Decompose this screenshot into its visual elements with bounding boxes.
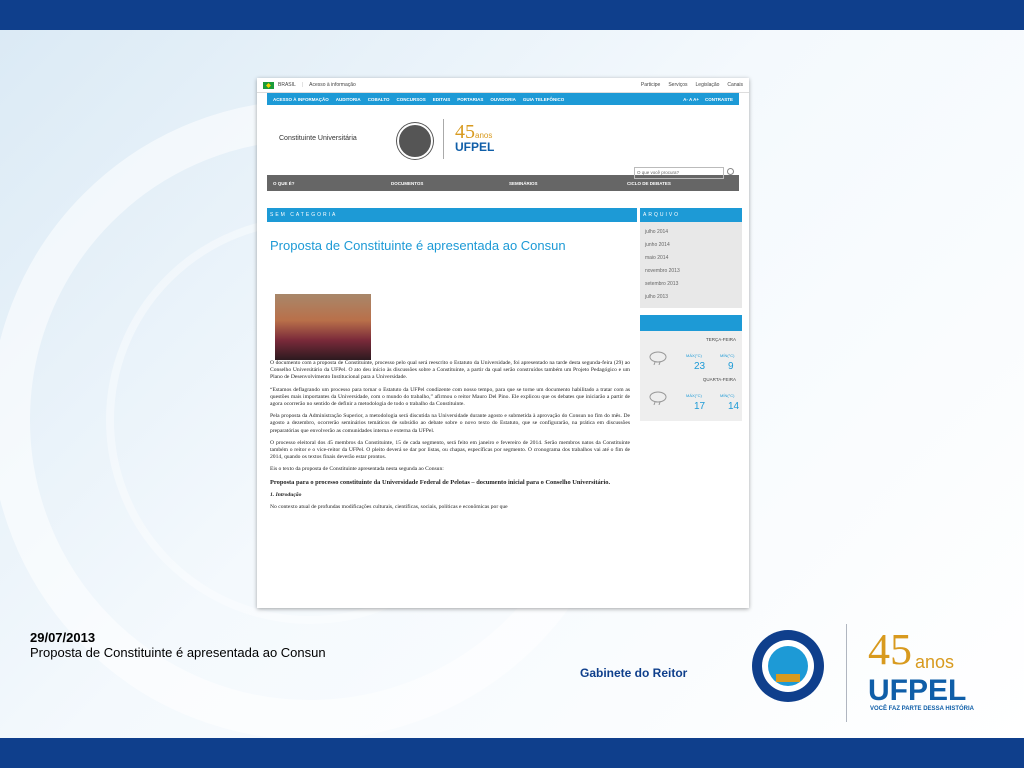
archive-item[interactable]: maio 2014	[645, 255, 669, 261]
access-item[interactable]: COBALTO	[367, 96, 390, 102]
footer-divider	[846, 624, 847, 722]
article-paragraph: O documento com a proposta de Constituinte, processo pelo qual será reescrito o Estatuto da Universidade, foi apresentado na tarde desta segunda-feira (29) ao Conselho Universitário da UFPel. O ato deu início às discussões sobre a Constituinte, a partir da qual serão construídos também um Projeto Pedagógico e um Plano de Desenvolvimento Institucional para a Universidade.	[270, 360, 630, 381]
university-seal-icon	[750, 628, 826, 704]
gov-bar: BRASIL | Acesso à informação Participe Serviços Legislação Canais	[257, 78, 749, 93]
menu-item[interactable]: CICLO DE DEBATES	[627, 180, 671, 186]
gov-canais-link[interactable]: Canais	[727, 82, 743, 88]
contrast-toggle[interactable]: CONTRASTE	[705, 96, 733, 102]
archive-item[interactable]: setembro 2013	[645, 281, 679, 287]
cloud-rain-icon	[648, 351, 668, 365]
min-temp: 9	[728, 361, 734, 372]
access-item[interactable]: ACESSO À INFORMAÇÃO	[273, 96, 329, 102]
menu-item[interactable]: O QUE É?	[273, 180, 295, 186]
access-item[interactable]: GUIA TELEFÔNICO	[522, 96, 565, 102]
max-temp: 17	[694, 401, 706, 412]
gov-brasil-link[interactable]: BRASIL	[278, 82, 296, 88]
search-icon[interactable]	[727, 168, 734, 175]
archive-item[interactable]: junho 2014	[645, 242, 670, 248]
brazil-flag-icon	[263, 82, 274, 89]
weather-widget	[640, 331, 742, 421]
archive-item[interactable]: novembro 2013	[645, 268, 680, 274]
site-name[interactable]: Constituinte Universitária	[279, 135, 357, 142]
max-temp: 23	[694, 361, 706, 372]
article-paragraph: No contexto atual de profundas modificações culturais, científicas, sociais, políticas e econômicas por que	[270, 503, 508, 510]
category-header[interactable]: SEM CATEGORIA	[267, 208, 637, 222]
article-paragraph: Eis o texto da proposta de Constituinte apresentada nesta segunda ao Consun:	[270, 466, 444, 473]
weather-day: TERÇA-FEIRA	[705, 337, 736, 342]
access-bar	[267, 93, 739, 105]
weather-header	[640, 315, 742, 331]
access-item[interactable]: CONCURSOS	[396, 96, 426, 102]
min-label: MÍN(°C)	[720, 353, 735, 358]
max-label: MÁX(°C)	[686, 393, 702, 398]
slide-caption	[30, 630, 326, 660]
cloud-rain-icon	[648, 391, 668, 405]
gov-legislacao-link[interactable]: Legislação	[695, 82, 720, 88]
article-paragraph: “Estamos deflagrando um processo para tornar o Estatuto da UFPel condizente com nosso tempo, para que se torne um documento habilitado a tratar com as questões mais importantes da Universidade, com o mundo do trabalho,” afirmou o reitor Mauro Del Pino. Ele explicou que os debates que iniciarão a partir de agora ocorrerão no sentido de definir a metodologia de todo o trabalho da Constituinte.	[270, 386, 630, 408]
search-input[interactable]: O que você procura?	[634, 167, 724, 179]
ufpel-45-logo: 45anos UFPEL	[455, 121, 495, 154]
website-screenshot	[257, 78, 749, 608]
bottom-band	[0, 738, 1024, 768]
archive-header: ARQUIVO	[640, 208, 742, 222]
access-item[interactable]: AUDITORIA	[335, 96, 361, 102]
caption-date: 29/07/2013	[30, 630, 96, 645]
gov-acesso-link[interactable]: Acesso à informação	[309, 82, 356, 88]
access-item[interactable]: PORTARIAS	[457, 96, 484, 102]
article-title: Proposta de Constituinte é apresentada ao Consun	[270, 238, 566, 253]
article-paragraph: Proposta para o processo constituinte da Universidade Federal de Pelotas – documento inicial para o Conselho Universitário.	[270, 478, 611, 486]
gabinete-label: Gabinete do Reitor	[580, 666, 688, 680]
site-header	[257, 105, 749, 175]
weather-day: QUARTA-FEIRA	[702, 377, 736, 382]
archive-item[interactable]: julho 2014	[645, 229, 669, 235]
min-temp: 14	[728, 401, 740, 412]
ufpel-45-logo: 45 anos UFPEL VOCÊ FAZ PARTE DESSA HISTÓRIA	[868, 625, 975, 712]
article-photo	[275, 294, 371, 360]
access-item[interactable]: EDITAIS	[432, 96, 451, 102]
archive-item[interactable]: julho 2013	[645, 294, 669, 300]
article-subheading: 1. Introdução	[270, 491, 302, 498]
university-seal-icon	[397, 123, 433, 159]
max-label: MÁX(°C)	[686, 353, 702, 358]
caption-text: Proposta de Constituinte é apresentada ao Consun	[30, 645, 326, 660]
header-divider	[443, 119, 444, 159]
menu-item[interactable]: DOCUMENTOS	[391, 180, 424, 186]
font-size-controls[interactable]: A- A A+	[683, 96, 699, 102]
gov-participe-link[interactable]: Participe	[640, 82, 661, 88]
gov-servicos-link[interactable]: Serviços	[668, 82, 688, 88]
top-band	[0, 0, 1024, 30]
article-body	[270, 360, 630, 516]
access-item[interactable]: OUVIDORIA	[490, 96, 516, 102]
archive-list	[640, 222, 742, 308]
article-paragraph: Pela proposta da Administração Superior, a metodologia será discutida na Universidade durante agosto e submetida à aprovação do Consun no fim do mês. De agosto a dezembro, ocorrerão seminários temáticos de subsídio ao debate sobre o novo texto do Estatuto, que se configurarão, na prática em discussões preparatórias que envolverão as comunidades interna e externa da UFPel.	[270, 413, 630, 434]
article-paragraph: O processo eleitoral dos 45 membros da Constituinte, 15 de cada segmento, será feito em janeiro e fevereiro de 2014. Serão membros natos da Constituinte também o reitor e o vice-reitor da UFPel. O pleito deverá se dar por listas, ou chapas, específicas por segmento. O cronograma dos trabalhos vai até o fim de 2014, quando os textos finais deverão estar prontos.	[270, 439, 630, 461]
menu-item[interactable]: SEMINÁRIOS	[509, 180, 538, 186]
min-label: MÍN(°C)	[720, 393, 735, 398]
